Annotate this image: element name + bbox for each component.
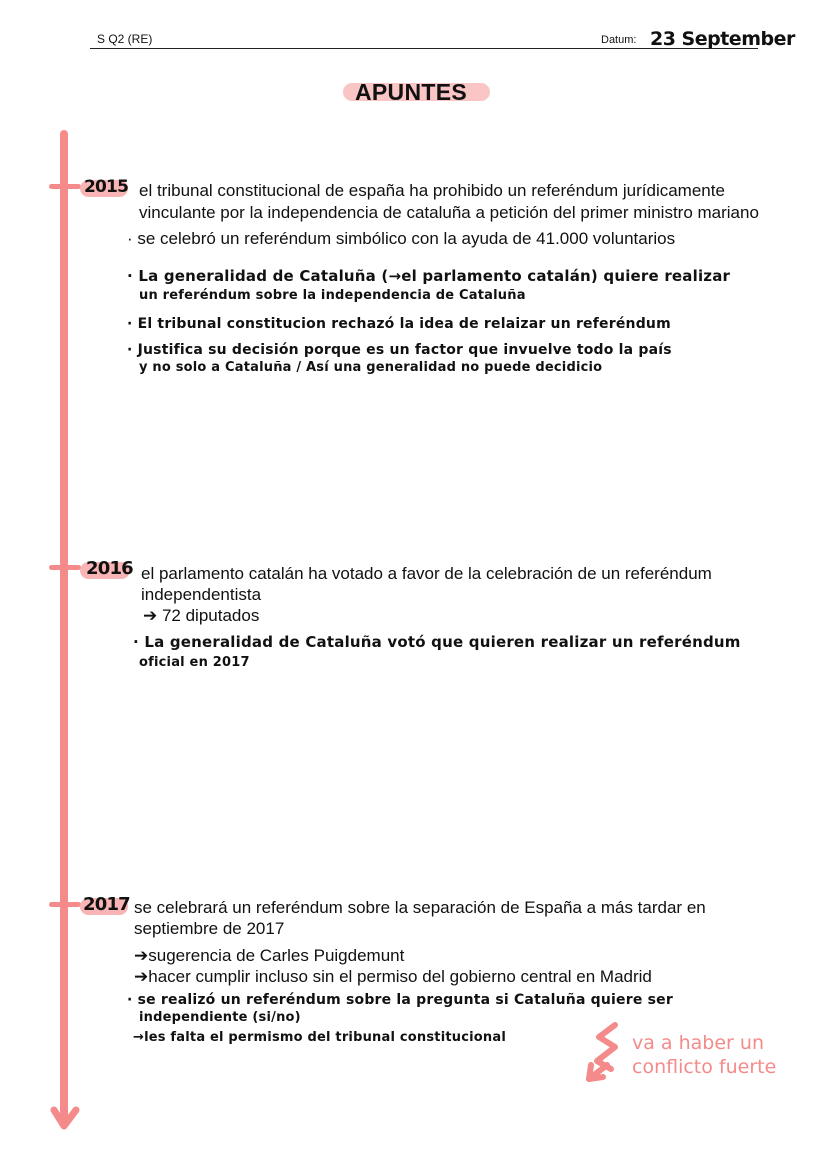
year-2017: 2017 [83,894,130,915]
year-2015: 2015 [84,177,129,197]
note-2016-2: oficial en 2017 [139,655,250,670]
text-2015-1: el tribunal constitucional de españa ha prohibido un referéndum jurídicamente [139,181,725,200]
text-2016-3: ➔ 72 diputados [143,606,260,625]
timeline-tick-2015 [49,184,81,189]
text-2015-2: vinculante por la independencia de cataluña a petición del primer ministro mariano [139,203,759,222]
date-value: 23 September [650,28,795,50]
timeline-line [60,130,68,1120]
timeline-tick-2017 [49,902,81,907]
note-2016-1: · La generalidad de Cataluña votó que quieren realizar un referéndum [133,633,741,651]
note-2015-3: · El tribunal constitucion rechazó la idea de relaizar un referéndum [127,316,671,332]
note-2015-4: · Justifica su decisión porque es un factor que invuelve todo la país [127,342,672,358]
side-note-1: va a haber un [632,1032,764,1054]
timeline-arrow-icon [50,1104,80,1134]
text-2017-2: septiembre de 2017 [134,919,285,938]
text-2016-1: el parlamento catalán ha votado a favor de la celebración de un referéndum [141,564,712,583]
note-2017-2: independiente (si/no) [139,1010,301,1025]
text-2017-4: ➔hacer cumplir incluso sin el permiso del gobierno central en Madrid [134,967,652,986]
date-label: Datum: [601,34,637,46]
timeline-tick-2016 [49,565,81,570]
text-2016-2: independentista [141,585,262,604]
text-2017-3: ➔sugerencia de Carles Puigdemunt [134,946,405,965]
lightning-arrow-icon [585,1021,627,1083]
header-divider [90,48,758,49]
note-2017-1: · se realizó un referéndum sobre la pregunta si Cataluña quiere ser [127,992,673,1008]
note-2015-2: un referéndum sobre la independencia de Cataluña [139,288,526,303]
course-label: S Q2 (RE) [97,32,153,46]
note-2017-3: →les falta el permismo del tribunal constitucional [133,1030,507,1045]
note-2015-1: · La generalidad de Cataluña (→el parlamento catalán) quiere realizar [127,267,731,285]
page-title: APUNTES [355,79,468,105]
year-2016: 2016 [86,558,133,579]
note-2015-5: y no solo a Cataluña / Así una generalidad no puede decidicio [139,360,603,375]
text-2017-1: se celebrará un referéndum sobre la separación de España a más tardar en [134,898,706,917]
side-note-2: conflicto fuerte [632,1056,777,1078]
text-2015-3: · se celebró un referéndum simbólico con la ayuda de 41.000 voluntarios [127,229,676,248]
